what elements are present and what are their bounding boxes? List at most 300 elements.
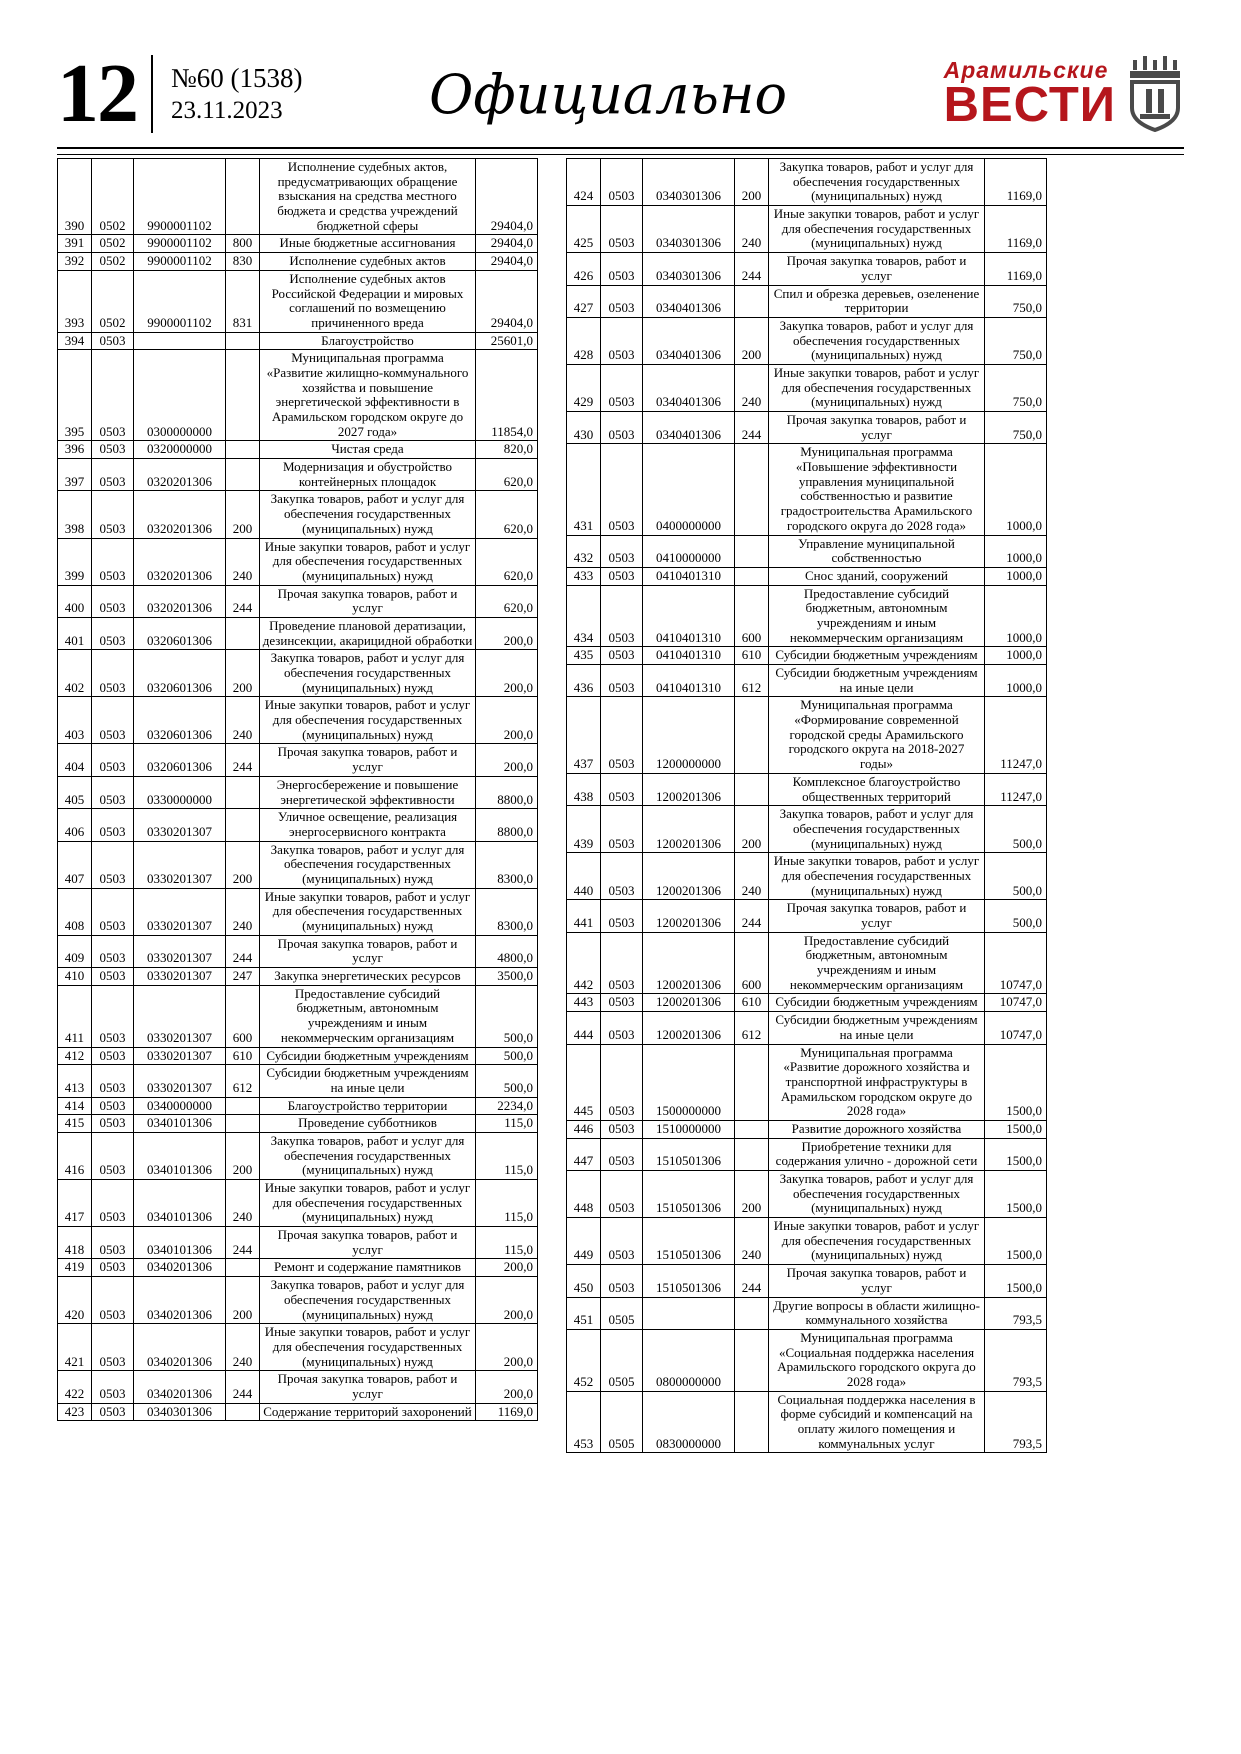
- cell-amount: 115,0: [476, 1132, 538, 1179]
- cell-expense-type: [735, 1329, 769, 1391]
- table-row: [58, 253, 538, 271]
- cell-row-number: 448: [567, 1171, 601, 1218]
- cell-expense-type: 244: [226, 585, 260, 617]
- cell-name: Предоставление субсидий бюджетным, автономным учреждениям и иным некоммерческим организациям: [260, 985, 476, 1047]
- cell-section-code: 0503: [92, 985, 134, 1047]
- cell-expense-type: [735, 567, 769, 585]
- cell-expense-type: 240: [735, 206, 769, 253]
- table-row: [58, 809, 538, 841]
- table-row: [567, 364, 1047, 411]
- cell-section-code: 0503: [92, 491, 134, 538]
- cell-expense-type: 200: [226, 841, 260, 888]
- cell-amount: 115,0: [476, 1227, 538, 1259]
- cell-section-code: 0503: [601, 444, 643, 535]
- cell-amount: 1169,0: [985, 159, 1047, 206]
- cell-amount: 1000,0: [985, 647, 1047, 665]
- cell-row-number: 422: [58, 1371, 92, 1403]
- cell-row-number: 438: [567, 773, 601, 805]
- budget-table-left: [57, 158, 538, 1421]
- cell-section-code: 0503: [92, 650, 134, 697]
- cell-target-code: 1200201306: [643, 806, 735, 853]
- cell-section-code: 0503: [92, 968, 134, 986]
- table-row: [58, 1065, 538, 1097]
- table-row: [58, 235, 538, 253]
- cell-expense-type: 244: [735, 412, 769, 444]
- cell-row-number: 437: [567, 697, 601, 773]
- table-row: [567, 900, 1047, 932]
- cell-row-number: 431: [567, 444, 601, 535]
- page-header: [57, 44, 1184, 144]
- cell-row-number: 441: [567, 900, 601, 932]
- cell-expense-type: 600: [226, 985, 260, 1047]
- table-row: [567, 1012, 1047, 1044]
- cell-amount: 1500,0: [985, 1171, 1047, 1218]
- cell-row-number: 432: [567, 535, 601, 567]
- table-row: [58, 650, 538, 697]
- cell-row-number: 396: [58, 441, 92, 459]
- cell-section-code: 0503: [601, 159, 643, 206]
- table-row: [567, 585, 1047, 647]
- issue-number: №60 (1538): [171, 62, 303, 93]
- cell-row-number: 404: [58, 744, 92, 776]
- cell-amount: 10747,0: [985, 932, 1047, 994]
- cell-expense-type: [735, 1120, 769, 1138]
- cell-target-code: 0340000000: [134, 1097, 226, 1115]
- cell-amount: 1000,0: [985, 444, 1047, 535]
- cell-name: Прочая закупка товаров, работ и услуг: [260, 1371, 476, 1403]
- cell-section-code: 0503: [601, 1012, 643, 1044]
- cell-section-code: 0503: [601, 206, 643, 253]
- cell-target-code: 0300000000: [134, 350, 226, 441]
- cell-amount: 200,0: [476, 1259, 538, 1277]
- cell-name: Другие вопросы в области жилищно-коммунального хозяйства: [769, 1297, 985, 1329]
- cell-expense-type: [735, 285, 769, 317]
- cell-amount: 500,0: [985, 853, 1047, 900]
- cell-row-number: 450: [567, 1265, 601, 1297]
- cell-row-number: 415: [58, 1115, 92, 1133]
- cell-section-code: 0503: [601, 535, 643, 567]
- cell-target-code: 0800000000: [643, 1329, 735, 1391]
- cell-name: Иные закупки товаров, работ и услуг для обеспечения государственных (муниципальных) нужд: [769, 853, 985, 900]
- cell-amount: 29404,0: [476, 235, 538, 253]
- cell-expense-type: [226, 441, 260, 459]
- cell-expense-type: 610: [735, 647, 769, 665]
- cell-target-code: 1200201306: [643, 1012, 735, 1044]
- cell-expense-type: 244: [226, 1371, 260, 1403]
- cell-name: Благоустройство: [260, 332, 476, 350]
- cell-section-code: 0503: [601, 567, 643, 585]
- header-separator: [151, 55, 153, 133]
- cell-target-code: 1200201306: [643, 932, 735, 994]
- cell-expense-type: 612: [735, 665, 769, 697]
- cell-expense-type: [226, 1259, 260, 1277]
- cell-expense-type: 200: [735, 159, 769, 206]
- table-row: [58, 1115, 538, 1133]
- table-row: [567, 1297, 1047, 1329]
- issue-date: 23.11.2023: [171, 97, 283, 125]
- cell-target-code: 0330201307: [134, 888, 226, 935]
- cell-row-number: 419: [58, 1259, 92, 1277]
- section-title: Официально: [429, 62, 787, 126]
- cell-amount: 25601,0: [476, 332, 538, 350]
- cell-amount: 1169,0: [985, 253, 1047, 285]
- cell-row-number: 395: [58, 350, 92, 441]
- cell-section-code: 0505: [601, 1391, 643, 1453]
- cell-row-number: 429: [567, 364, 601, 411]
- cell-amount: 793,5: [985, 1391, 1047, 1453]
- cell-row-number: 421: [58, 1324, 92, 1371]
- cell-target-code: 0330201307: [134, 985, 226, 1047]
- cell-section-code: 0503: [92, 935, 134, 967]
- cell-target-code: 0330000000: [134, 776, 226, 808]
- cell-row-number: 406: [58, 809, 92, 841]
- cell-amount: 750,0: [985, 285, 1047, 317]
- cell-target-code: 0330201307: [134, 935, 226, 967]
- cell-row-number: 433: [567, 567, 601, 585]
- cell-section-code: 0503: [92, 841, 134, 888]
- cell-amount: 11247,0: [985, 697, 1047, 773]
- cell-row-number: 447: [567, 1138, 601, 1170]
- cell-name: Закупка товаров, работ и услуг для обеспечения государственных (муниципальных) нужд: [769, 806, 985, 853]
- table-row: [58, 491, 538, 538]
- cell-row-number: 442: [567, 932, 601, 994]
- budget-table-right: [566, 158, 1047, 1453]
- cell-section-code: 0503: [601, 1138, 643, 1170]
- cell-section-code: 0502: [92, 235, 134, 253]
- cell-expense-type: 244: [226, 744, 260, 776]
- cell-row-number: 397: [58, 459, 92, 491]
- cell-amount: 10747,0: [985, 994, 1047, 1012]
- cell-name: Субсидии бюджетным учреждениям: [769, 994, 985, 1012]
- cell-amount: 1500,0: [985, 1120, 1047, 1138]
- cell-target-code: 0340301306: [134, 1403, 226, 1421]
- cell-expense-type: 200: [226, 1277, 260, 1324]
- cell-row-number: 445: [567, 1044, 601, 1120]
- cell-name: Спил и обрезка деревьев, озеленение территории: [769, 285, 985, 317]
- cell-name: Иные закупки товаров, работ и услуг для обеспечения государственных (муниципальных) нужд: [769, 206, 985, 253]
- cell-amount: 115,0: [476, 1180, 538, 1227]
- cell-row-number: 401: [58, 617, 92, 649]
- cell-target-code: 0340401306: [643, 285, 735, 317]
- cell-section-code: 0503: [92, 1115, 134, 1133]
- cell-name: Муниципальная программа «Социальная поддержка населения Арамильского городского округа до 2028 года»: [769, 1329, 985, 1391]
- newspaper-brand: [944, 56, 1184, 132]
- cell-name: Иные закупки товаров, работ и услуг для обеспечения государственных (муниципальных) нужд: [260, 1324, 476, 1371]
- cell-section-code: 0503: [601, 665, 643, 697]
- budget-table-section: [57, 158, 1047, 1453]
- cell-name: Закупка товаров, работ и услуг для обеспечения государственных (муниципальных) нужд: [769, 159, 985, 206]
- table-row: [58, 459, 538, 491]
- page-number: 12: [57, 47, 137, 141]
- cell-row-number: 398: [58, 491, 92, 538]
- cell-target-code: 0410401310: [643, 647, 735, 665]
- cell-name: Муниципальная программа «Развитие жилищно-коммунального хозяйства и повышение энергетической эффективности в Арамильском городском округе до 2027 года»: [260, 350, 476, 441]
- cell-expense-type: 244: [735, 900, 769, 932]
- cell-target-code: 1200201306: [643, 900, 735, 932]
- cell-amount: 500,0: [476, 985, 538, 1047]
- cell-amount: 200,0: [476, 697, 538, 744]
- cell-row-number: 403: [58, 697, 92, 744]
- cell-section-code: 0503: [601, 647, 643, 665]
- cell-amount: 500,0: [476, 1065, 538, 1097]
- cell-name: Прочая закупка товаров, работ и услуг: [260, 935, 476, 967]
- table-row: [58, 538, 538, 585]
- cell-expense-type: [226, 1097, 260, 1115]
- cell-section-code: 0503: [92, 1180, 134, 1227]
- cell-target-code: 1500000000: [643, 1044, 735, 1120]
- cell-amount: 8300,0: [476, 841, 538, 888]
- cell-target-code: 0320201306: [134, 585, 226, 617]
- cell-row-number: 430: [567, 412, 601, 444]
- cell-expense-type: 612: [735, 1012, 769, 1044]
- cell-name: Комплексное благоустройство общественных территорий: [769, 773, 985, 805]
- cell-target-code: 0320601306: [134, 744, 226, 776]
- cell-target-code: 1510000000: [643, 1120, 735, 1138]
- cell-target-code: 0330201307: [134, 1065, 226, 1097]
- cell-name: Содержание территорий захоронений: [260, 1403, 476, 1421]
- cell-expense-type: 240: [226, 697, 260, 744]
- cell-name: Субсидии бюджетным учреждениям на иные цели: [769, 665, 985, 697]
- table-row: [58, 585, 538, 617]
- cell-target-code: 0320201306: [134, 491, 226, 538]
- cell-row-number: 423: [58, 1403, 92, 1421]
- table-row: [567, 412, 1047, 444]
- cell-target-code: 0320201306: [134, 538, 226, 585]
- cell-amount: 1000,0: [985, 665, 1047, 697]
- table-row: [567, 535, 1047, 567]
- cell-section-code: 0503: [601, 253, 643, 285]
- cell-section-code: 0503: [92, 888, 134, 935]
- cell-target-code: 0340201306: [134, 1371, 226, 1403]
- cell-expense-type: 244: [735, 253, 769, 285]
- cell-section-code: 0503: [92, 1324, 134, 1371]
- cell-name: Прочая закупка товаров, работ и услуг: [260, 744, 476, 776]
- cell-section-code: 0503: [92, 1259, 134, 1277]
- cell-row-number: 435: [567, 647, 601, 665]
- cell-amount: 620,0: [476, 491, 538, 538]
- cell-row-number: 402: [58, 650, 92, 697]
- cell-name: Благоустройство территории: [260, 1097, 476, 1115]
- table-row: [567, 994, 1047, 1012]
- cell-expense-type: 612: [226, 1065, 260, 1097]
- cell-name: Закупка товаров, работ и услуг для обеспечения государственных (муниципальных) нужд: [260, 650, 476, 697]
- cell-row-number: 394: [58, 332, 92, 350]
- cell-expense-type: 200: [735, 317, 769, 364]
- cell-target-code: 0340401306: [643, 364, 735, 411]
- cell-amount: 4800,0: [476, 935, 538, 967]
- cell-section-code: 0503: [601, 1120, 643, 1138]
- cell-row-number: 391: [58, 235, 92, 253]
- cell-section-code: 0503: [92, 1371, 134, 1403]
- cell-target-code: 0410401310: [643, 585, 735, 647]
- cell-target-code: 0340401306: [643, 412, 735, 444]
- cell-row-number: 439: [567, 806, 601, 853]
- cell-amount: 11247,0: [985, 773, 1047, 805]
- cell-target-code: 0340301306: [643, 206, 735, 253]
- cell-target-code: 0330201307: [134, 1047, 226, 1065]
- header-divider: [57, 147, 1184, 155]
- table-row: [58, 888, 538, 935]
- cell-amount: 29404,0: [476, 253, 538, 271]
- cell-expense-type: [735, 1044, 769, 1120]
- cell-name: Прочая закупка товаров, работ и услуг: [260, 585, 476, 617]
- cell-row-number: 392: [58, 253, 92, 271]
- cell-row-number: 413: [58, 1065, 92, 1097]
- cell-section-code: 0502: [92, 270, 134, 332]
- cell-name: Прочая закупка товаров, работ и услуг: [769, 412, 985, 444]
- table-row: [567, 159, 1047, 206]
- cell-row-number: 407: [58, 841, 92, 888]
- cell-section-code: 0503: [601, 1218, 643, 1265]
- cell-row-number: 417: [58, 1180, 92, 1227]
- cell-row-number: 443: [567, 994, 601, 1012]
- table-row: [58, 270, 538, 332]
- cell-amount: 1169,0: [476, 1403, 538, 1421]
- cell-expense-type: [226, 159, 260, 235]
- table-row: [58, 985, 538, 1047]
- cell-row-number: 452: [567, 1329, 601, 1391]
- cell-section-code: 0503: [601, 285, 643, 317]
- cell-amount: 8800,0: [476, 776, 538, 808]
- cell-row-number: 436: [567, 665, 601, 697]
- cell-name: Приобретение техники для содержания улично - дорожной сети: [769, 1138, 985, 1170]
- cell-section-code: 0503: [92, 585, 134, 617]
- cell-section-code: 0503: [92, 1132, 134, 1179]
- cell-section-code: 0505: [601, 1297, 643, 1329]
- cell-expense-type: [735, 1138, 769, 1170]
- cell-amount: 200,0: [476, 1324, 538, 1371]
- cell-target-code: 0330201307: [134, 968, 226, 986]
- cell-section-code: 0503: [92, 350, 134, 441]
- table-row: [58, 744, 538, 776]
- cell-amount: 1000,0: [985, 567, 1047, 585]
- cell-expense-type: 200: [735, 1171, 769, 1218]
- cell-name: Уличное освещение, реализация энергосервисного контракта: [260, 809, 476, 841]
- cell-amount: 10747,0: [985, 1012, 1047, 1044]
- cell-name: Муниципальная программа «Повышение эффективности управления муниципальной собственностью и развитие градостроительства Арамильского городского округа до 2028 года»: [769, 444, 985, 535]
- table-row: [567, 1265, 1047, 1297]
- cell-amount: 29404,0: [476, 159, 538, 235]
- cell-amount: 1500,0: [985, 1265, 1047, 1297]
- cell-row-number: 420: [58, 1277, 92, 1324]
- table-row: [58, 350, 538, 441]
- cell-expense-type: [226, 617, 260, 649]
- cell-target-code: 1200201306: [643, 853, 735, 900]
- cell-row-number: 440: [567, 853, 601, 900]
- cell-target-code: 0340101306: [134, 1227, 226, 1259]
- cell-expense-type: [735, 444, 769, 535]
- cell-expense-type: 244: [226, 1227, 260, 1259]
- cell-name: Проведение субботников: [260, 1115, 476, 1133]
- cell-amount: 1169,0: [985, 206, 1047, 253]
- cell-name: Закупка товаров, работ и услуг для обеспечения государственных (муниципальных) нужд: [260, 1277, 476, 1324]
- cell-target-code: 0320601306: [134, 697, 226, 744]
- cell-target-code: 0410401310: [643, 567, 735, 585]
- cell-expense-type: [226, 776, 260, 808]
- table-row: [567, 697, 1047, 773]
- cell-section-code: 0503: [92, 538, 134, 585]
- cell-expense-type: [735, 773, 769, 805]
- cell-expense-type: 240: [735, 853, 769, 900]
- table-row: [567, 444, 1047, 535]
- cell-row-number: 426: [567, 253, 601, 285]
- cell-target-code: 1510501306: [643, 1265, 735, 1297]
- cell-name: Исполнение судебных актов, предусматривающих обращение взыскания на средства местного бюджета и средства учреждений бюджетной сферы: [260, 159, 476, 235]
- cell-name: Муниципальная программа «Формирование современной городской среды Арамильского городского округа на 2018-2027 годы»: [769, 697, 985, 773]
- cell-target-code: 0340201306: [134, 1324, 226, 1371]
- cell-section-code: 0503: [601, 806, 643, 853]
- cell-section-code: 0503: [92, 459, 134, 491]
- cell-amount: 620,0: [476, 538, 538, 585]
- cell-name: Закупка товаров, работ и услуг для обеспечения государственных (муниципальных) нужд: [769, 1171, 985, 1218]
- cell-expense-type: [226, 1403, 260, 1421]
- cell-amount: 793,5: [985, 1329, 1047, 1391]
- cell-amount: 620,0: [476, 585, 538, 617]
- table-row: [58, 1324, 538, 1371]
- cell-name: Субсидии бюджетным учреждениям: [769, 647, 985, 665]
- cell-amount: 29404,0: [476, 270, 538, 332]
- cell-expense-type: 240: [226, 538, 260, 585]
- cell-row-number: 400: [58, 585, 92, 617]
- cell-row-number: 408: [58, 888, 92, 935]
- cell-amount: 500,0: [985, 806, 1047, 853]
- cell-target-code: 0340101306: [134, 1132, 226, 1179]
- cell-section-code: 0503: [601, 317, 643, 364]
- table-row: [567, 1218, 1047, 1265]
- cell-expense-type: 800: [226, 235, 260, 253]
- cell-amount: 200,0: [476, 650, 538, 697]
- cell-row-number: 451: [567, 1297, 601, 1329]
- table-row: [567, 1138, 1047, 1170]
- cell-expense-type: 610: [226, 1047, 260, 1065]
- cell-name: Иные закупки товаров, работ и услуг для обеспечения государственных (муниципальных) нужд: [769, 1218, 985, 1265]
- brand-name-top: Арамильские: [943, 56, 1109, 83]
- table-row: [567, 773, 1047, 805]
- cell-amount: 820,0: [476, 441, 538, 459]
- table-row: [58, 697, 538, 744]
- cell-expense-type: [226, 809, 260, 841]
- cell-section-code: 0503: [92, 1227, 134, 1259]
- brand-text: [943, 56, 1116, 132]
- coat-of-arms-icon: [1126, 56, 1184, 132]
- table-row: [567, 1120, 1047, 1138]
- cell-amount: 750,0: [985, 364, 1047, 411]
- cell-name: Снос зданий, сооружений: [769, 567, 985, 585]
- table-row: [567, 665, 1047, 697]
- cell-target-code: 0410401310: [643, 665, 735, 697]
- cell-target-code: 0320601306: [134, 617, 226, 649]
- cell-target-code: 9900001102: [134, 235, 226, 253]
- cell-row-number: 390: [58, 159, 92, 235]
- cell-name: Иные закупки товаров, работ и услуг для обеспечения государственных (муниципальных) нужд: [769, 364, 985, 411]
- cell-name: Закупка товаров, работ и услуг для обеспечения государственных (муниципальных) нужд: [769, 317, 985, 364]
- cell-expense-type: 200: [226, 1132, 260, 1179]
- cell-amount: 115,0: [476, 1115, 538, 1133]
- cell-section-code: 0503: [601, 853, 643, 900]
- cell-amount: 2234,0: [476, 1097, 538, 1115]
- cell-target-code: 1200000000: [643, 697, 735, 773]
- cell-expense-type: [226, 459, 260, 491]
- cell-name: Иные закупки товаров, работ и услуг для обеспечения государственных (муниципальных) нужд: [260, 888, 476, 935]
- cell-expense-type: 600: [735, 585, 769, 647]
- cell-amount: 750,0: [985, 317, 1047, 364]
- cell-target-code: 9900001102: [134, 270, 226, 332]
- cell-amount: 11854,0: [476, 350, 538, 441]
- cell-amount: 200,0: [476, 1371, 538, 1403]
- cell-section-code: 0503: [92, 809, 134, 841]
- cell-expense-type: [226, 332, 260, 350]
- cell-expense-type: 200: [226, 491, 260, 538]
